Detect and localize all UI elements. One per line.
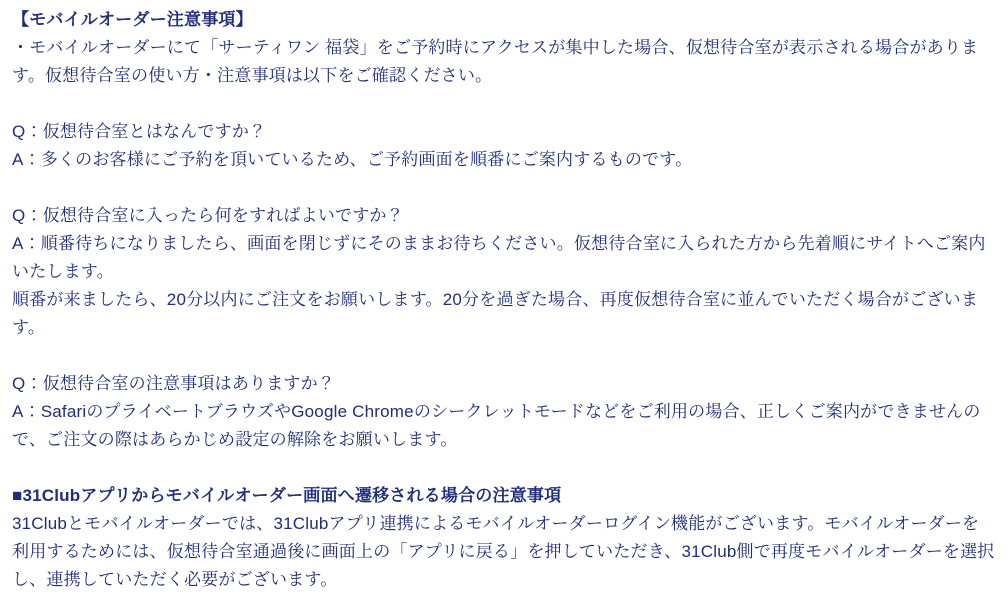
page-title: 【モバイルオーダー注意事項】	[12, 10, 253, 29]
faq-block-what-is	[12, 118, 996, 174]
faq-question: Q：仮想待合室に入ったら何をすればよいですか？	[12, 206, 404, 225]
app-transition-section	[12, 482, 996, 594]
faq-answer: A：多くのお客様にご予約を頂いているため、ご予約画面を順番にご案内するものです。	[12, 150, 693, 169]
intro-paragraph: ・モバイルオーダーにて「サーティワン 福袋」をご予約時にアクセスが集中した場合、仮想待合室が表示される場合があります。仮想待合室の使い方・注意事項は以下をご確認ください。	[12, 38, 979, 85]
faq-answer: A：順番待ちになりましたら、画面を閉じずにそのままお待ちください。仮想待合室に入られた方から先着順にサイトへご案内いたします。	[12, 234, 986, 281]
faq-block-what-to-do	[12, 202, 996, 342]
faq-answer-continued: 順番が来ましたら、20分以内にご注文をお願いします。20分を過ぎた場合、再度仮想待合室に並んでいただく場合がございます。	[12, 290, 979, 337]
section-heading: ■31Clubアプリからモバイルオーダー画面へ遷移される場合の注意事項	[12, 486, 562, 505]
faq-question: Q：仮想待合室とはなんですか？	[12, 122, 267, 141]
faq-block-cautions	[12, 370, 996, 454]
faq-question: Q：仮想待合室の注意事項はありますか？	[12, 374, 336, 393]
intro-block	[12, 6, 996, 90]
faq-answer: A：SafariのプライベートブラウズやGoogle Chromeのシークレットモードなどをご利用の場合、正しくご案内ができませんので、ご注文の際はあらかじめ設定の解除をお願いします。	[12, 402, 981, 449]
section-body: 31Clubとモバイルオーダーでは、31Clubアプリ連携によるモバイルオーダーログイン機能がございます。モバイルオーダーを利用するためには、仮想待合室通過後に画面上の「アプリに戻る」を押していただき、31Club側で再度モバイルオーダーを選択し、連携していただく必要がございます。	[12, 514, 995, 589]
